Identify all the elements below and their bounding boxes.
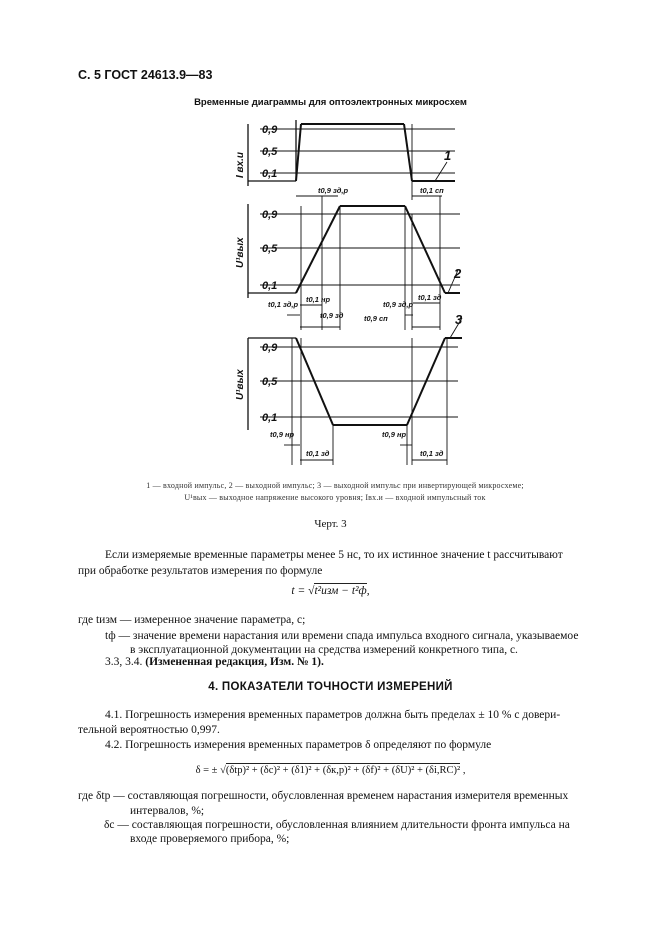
time-label: t0,1 нр [306,295,331,304]
figure-caption-line1: 1 — входной импульс, 2 — выходной импульс; 3 — выходной импульс при инвертирующей микросхеме; [146,481,524,490]
time-label: t0,9 зд [320,311,344,320]
where2-line3: δc — составляющая погрешности, обусловленная влиянием длительности фронта импульса на [104,819,570,831]
level-09-2: 0,9 [262,209,278,221]
para1-line2: при обработке результатов измерения по формуле [78,565,323,577]
figure-label: Черт. 3 [314,518,347,530]
level-05-3: 0,5 [262,376,278,388]
where1-line1: где tизм — измеренное значение параметра, с; [78,614,306,626]
time-label: t0,1 зд [306,449,330,458]
where2-line1: где δtр — составляющая погрешности, обусловленная временем нарастания измерителя временных [78,790,569,802]
p41-line2: тельной вероятностью 0,997. [78,724,220,736]
level-01-1: 0,1 [262,168,278,180]
time-label: t0,1 зд [418,293,442,302]
time-label: t0,9 зд,р [318,186,349,195]
axis-label-input: I вх.и [235,151,246,178]
level-01-2: 0,1 [262,280,278,292]
para1-line1: Если измеряемые временные параметры менее 5 нс, то их истинное значение t рассчитывают [105,549,563,561]
where2-line4: входе проверяемого прибора, %; [130,833,290,845]
level-01-3: 0,1 [262,412,278,424]
time-label: t0,1 зд [420,449,444,458]
where2-line2: интервалов, %; [130,805,205,817]
time-label: t0,9 зд,р [383,300,414,309]
formula-1: t = √t²изм − t²ф, [291,585,370,597]
time-label: t0,1 зд,р [268,300,299,309]
axis-label-output-1: U¹вых [235,237,246,268]
curve-number-3: 3 [455,312,463,327]
p42: 4.2. Погрешность измерения временных параметров δ определяют по формуле [105,739,492,751]
time-label: t0,9 сп [364,314,388,323]
amendment-note: 3.3, 3.4. (Измененная редакция, Изм. № 1). [105,656,324,668]
formula-2: δ = ± √(δtр)² + (δc)² + (δ1)² + (δк,р)² + (δf)² + (δU)² + (δi,RC)² , [195,765,466,776]
where1-line3: в эксплуатационной документации на средства измерений конкретного типа, с. [130,644,518,656]
p41-line1: 4.1. Погрешность измерения временных параметров должна быть пределах ± 10 % с довери- [105,709,561,721]
figure-title: Временные диаграммы для оптоэлектронных микросхем [194,97,467,108]
curve-number-2: 2 [454,266,462,281]
where1-line2: tф — значение времени нарастания или времени спада импульса входного сигнала, указываемое [105,630,579,642]
axis-label-output-2: U¹вых [235,369,246,400]
time-label: t0,9 нр [382,430,407,439]
timing-diagram [0,110,661,470]
section-heading: 4. ПОКАЗАТЕЛИ ТОЧНОСТИ ИЗМЕРЕНИЙ [208,681,453,693]
time-label: t0,9 нр [270,430,295,439]
figure-caption-line2: U¹вых — выходное напряжение высокого уровня; Iвх.и — входной импульсный ток [184,493,486,502]
level-09-1: 0,9 [262,124,278,136]
level-05-1: 0,5 [262,146,278,158]
curve-number-1: 1 [444,148,452,163]
page-header: С. 5 ГОСТ 24613.9—83 [78,68,213,82]
level-09-3: 0,9 [262,342,278,354]
level-05-2: 0,5 [262,243,278,255]
time-label: t0,1 сп [420,186,444,195]
